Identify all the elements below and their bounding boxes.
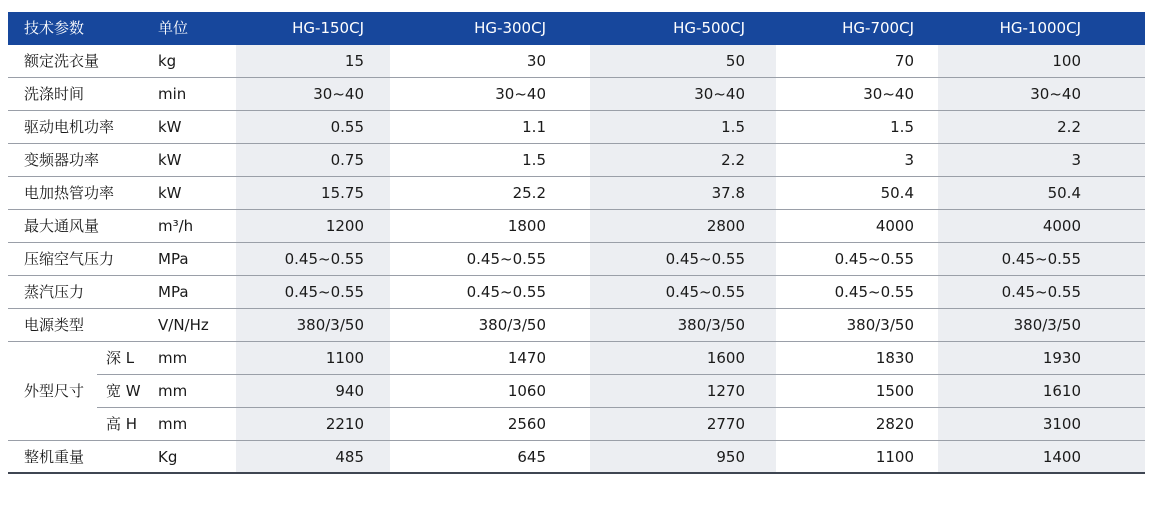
table-header [8,12,1145,45]
row-unit: Kg [158,448,178,466]
row-unit: MPa [158,283,189,301]
row-value: 2800 [590,210,776,243]
table-row [8,210,1145,243]
row-value: 3 [938,144,1145,177]
row-value: 0.45~0.55 [590,276,776,309]
row-value: 380/3/50 [590,309,776,342]
table-row [8,375,1145,408]
row-value: 30~40 [495,85,546,103]
row-unit: kW [158,151,182,169]
row-value: 30~40 [863,85,914,103]
header-model-1: HG-150CJ [292,19,364,37]
row-value: 1610 [938,375,1145,408]
row-value: 1600 [590,342,776,375]
row-value: 1100 [236,342,390,375]
row-value: 30~40 [236,78,390,111]
row-param: 驱动电机功率 [24,118,115,136]
row-param: 变频器功率 [24,151,100,169]
row-value: 950 [590,441,776,474]
row-value: 4000 [938,210,1145,243]
row-value: 1.5 [522,151,546,169]
header-model-5: HG-1000CJ [999,19,1081,37]
row-value: 0.45~0.55 [834,283,914,301]
table-row [8,243,1145,276]
row-value: 25.2 [512,184,546,202]
header-param: 技术参数 [24,19,85,37]
row-param: 额定洗衣量 [24,52,100,70]
table-row [8,309,1145,342]
row-value: 1100 [875,448,914,466]
row-value: 37.8 [590,177,776,210]
row-unit: m³/h [158,217,194,235]
row-value: 2210 [236,408,390,441]
row-value: 2820 [875,415,914,433]
row-param: 宽 W [106,382,141,400]
row-unit: mm [158,349,188,367]
row-value: 1800 [507,217,546,235]
table-row [8,78,1145,111]
row-value: 485 [236,441,390,474]
row-unit: kg [158,52,177,70]
row-value: 0.45~0.55 [938,276,1145,309]
table-row [8,441,1145,474]
table-row [8,342,1145,375]
row-value: 0.45~0.55 [466,250,546,268]
row-value: 0.45~0.55 [236,276,390,309]
row-param: 整机重量 [24,448,85,466]
table-bottom-border [8,472,1145,474]
row-param: 高 H [106,415,138,433]
row-value: 1400 [938,441,1145,474]
row-value: 380/3/50 [938,309,1145,342]
row-unit: kW [158,118,182,136]
dimensions-group [8,342,1145,441]
table-row [8,408,1145,441]
table-row [8,45,1145,78]
row-unit: MPa [158,250,189,268]
row-value: 0.75 [236,144,390,177]
row-value: 2560 [507,415,546,433]
row-value: 380/3/50 [478,316,546,334]
row-param: 蒸汽压力 [24,283,85,301]
row-value: 50.4 [938,177,1145,210]
row-value: 3 [904,151,914,169]
row-value: 1830 [875,349,914,367]
row-unit: kW [158,184,182,202]
row-unit: V/N/Hz [158,316,209,334]
table-row [8,276,1145,309]
table-row [8,144,1145,177]
row-value: 1470 [507,349,546,367]
row-value: 1060 [507,382,546,400]
row-value: 645 [517,448,546,466]
row-value: 100 [938,45,1145,78]
row-value: 0.45~0.55 [466,283,546,301]
row-value: 0.55 [236,111,390,144]
row-value: 3100 [938,408,1145,441]
table-row [8,111,1145,144]
row-value: 30 [526,52,546,70]
row-value: 0.45~0.55 [938,243,1145,276]
row-param: 电加热管功率 [24,184,115,202]
row-value: 1.5 [590,111,776,144]
row-value: 0.45~0.55 [590,243,776,276]
row-unit: mm [158,382,188,400]
row-value: 50 [590,45,776,78]
row-value: 2770 [590,408,776,441]
spec-table [8,12,1145,474]
row-value: 30~40 [590,78,776,111]
row-value: 380/3/50 [236,309,390,342]
row-unit: min [158,85,187,103]
row-value: 30~40 [938,78,1145,111]
row-value: 940 [236,375,390,408]
row-value: 15 [236,45,390,78]
row-value: 1.5 [890,118,914,136]
row-param: 深 L [106,349,135,367]
row-value: 0.45~0.55 [834,250,914,268]
row-param: 电源类型 [24,316,85,334]
row-value: 2.2 [590,144,776,177]
row-value: 50.4 [880,184,914,202]
dimensions-label: 外型尺寸 [24,382,85,400]
row-param: 压缩空气压力 [24,250,115,268]
header-model-2: HG-300CJ [474,19,546,37]
row-unit: mm [158,415,188,433]
row-value: 2.2 [938,111,1145,144]
row-value: 1930 [938,342,1145,375]
row-param: 洗涤时间 [24,85,85,103]
row-value: 1500 [875,382,914,400]
table-row [8,177,1145,210]
row-value: 4000 [875,217,914,235]
row-value: 15.75 [236,177,390,210]
row-value: 0.45~0.55 [236,243,390,276]
row-value: 1200 [236,210,390,243]
header-unit: 单位 [158,19,189,37]
row-param: 最大通风量 [24,217,100,235]
row-value: 1270 [590,375,776,408]
row-value: 70 [894,52,914,70]
header-model-4: HG-700CJ [842,19,914,37]
row-value: 1.1 [522,118,546,136]
row-value: 380/3/50 [846,316,914,334]
header-model-3: HG-500CJ [673,19,745,37]
